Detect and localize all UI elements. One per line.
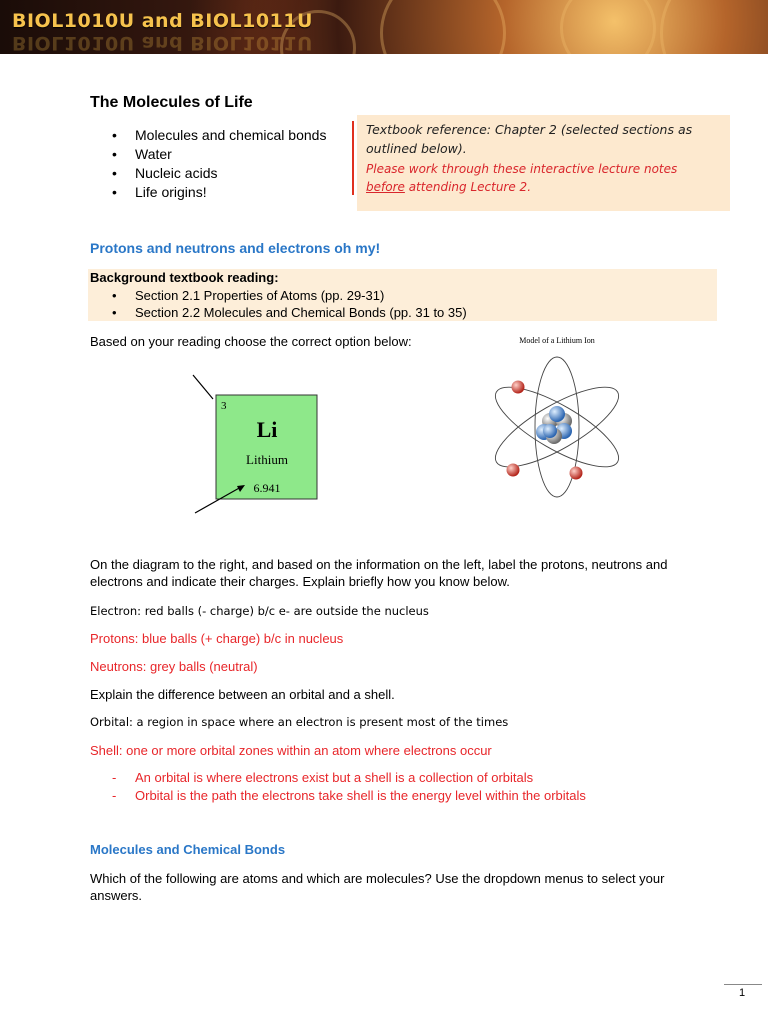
banner-title: BIOL1010U and BIOL1011U <box>12 10 313 32</box>
page-number: 1 <box>739 987 746 999</box>
shell-answer: Shell: one or more orbital zones within an atom where electrons occur <box>90 743 492 758</box>
proton <box>549 406 565 422</box>
pointer-line <box>193 375 213 399</box>
callout-accent-bar <box>352 121 354 195</box>
element-symbol: Li <box>256 417 278 442</box>
topic-list <box>112 126 326 202</box>
page-number-rule <box>724 984 762 985</box>
callout-note-text: attending Lecture 2. <box>404 180 532 194</box>
list-item: • Life origins! <box>112 183 326 202</box>
banner-title-reflection: BIOL1010U and BIOL1011U <box>12 32 313 54</box>
reading-list <box>112 287 467 321</box>
background-reading-title: Background textbook reading: <box>90 270 279 285</box>
banner-swirl <box>560 0 656 54</box>
atom-model-caption: Model of a Lithium Ion <box>519 336 595 345</box>
textbook-callout <box>357 115 730 211</box>
callout-reference: Textbook reference: Chapter 2 (selected sections as outlined below). <box>366 122 693 156</box>
list-item: • Section 2.1 Properties of Atoms (pp. 29-31) <box>112 287 467 304</box>
proton <box>543 424 557 438</box>
list-item: • Molecules and chemical bonds <box>112 126 326 145</box>
diagram-question: On the diagram to the right, and based on the information on the left, label the protons, neutrons and electrons and indicate their charges. Explain briefly how you know below. <box>90 557 668 589</box>
list-item: - Orbital is the path the electrons take shell is the energy level within the orbitals <box>112 787 586 805</box>
callout-note-emphasis: before <box>366 180 405 194</box>
electron <box>512 381 525 394</box>
banner-swirl <box>380 0 506 54</box>
electron <box>507 464 520 477</box>
banner-swirl <box>660 0 768 54</box>
lithium-atom-model <box>482 333 632 513</box>
atomic-number: 3 <box>221 400 227 412</box>
prompt-text: Based on your reading choose the correct option below: <box>90 334 412 349</box>
section-heading: Molecules and Chemical Bonds <box>90 842 286 857</box>
electron-orbit <box>485 373 628 481</box>
protons-answer: Protons: blue balls (+ charge) b/c in nucleus <box>90 631 344 646</box>
header-banner <box>0 0 768 54</box>
page-title: The Molecules of Life <box>90 94 253 111</box>
electron-orbit <box>485 373 628 481</box>
element-name: Lithium <box>246 452 288 467</box>
neutrons-answer: Neutrons: grey balls (neutral) <box>90 659 258 674</box>
electron <box>570 467 583 480</box>
orbital-question: Explain the difference between an orbital and a shell. <box>90 687 395 702</box>
callout-note-text: Please work through these interactive lecture notes <box>366 162 678 176</box>
lithium-element-diagram <box>185 365 325 520</box>
section-heading: Protons and neutrons and electrons oh my! <box>90 240 381 256</box>
dropdown-instructions: Which of the following are atoms and which are molecules? Use the dropdown menus to select your answers. <box>90 871 665 903</box>
list-item: • Water <box>112 145 326 164</box>
callout-note <box>366 160 706 196</box>
comparison-list <box>112 769 586 805</box>
list-item: • Nucleic acids <box>112 164 326 183</box>
orbital-answer: Orbital: a region in space where an electron is present most of the times <box>90 715 509 729</box>
electron-answer: Electron: red balls (- charge) b/c e- are outside the nucleus <box>90 604 429 618</box>
list-item: • Section 2.2 Molecules and Chemical Bonds (pp. 31 to 35) <box>112 304 467 321</box>
atomic-mass: 6.941 <box>253 481 281 495</box>
list-item: - An orbital is where electrons exist but a shell is a collection of orbitals <box>112 769 586 787</box>
